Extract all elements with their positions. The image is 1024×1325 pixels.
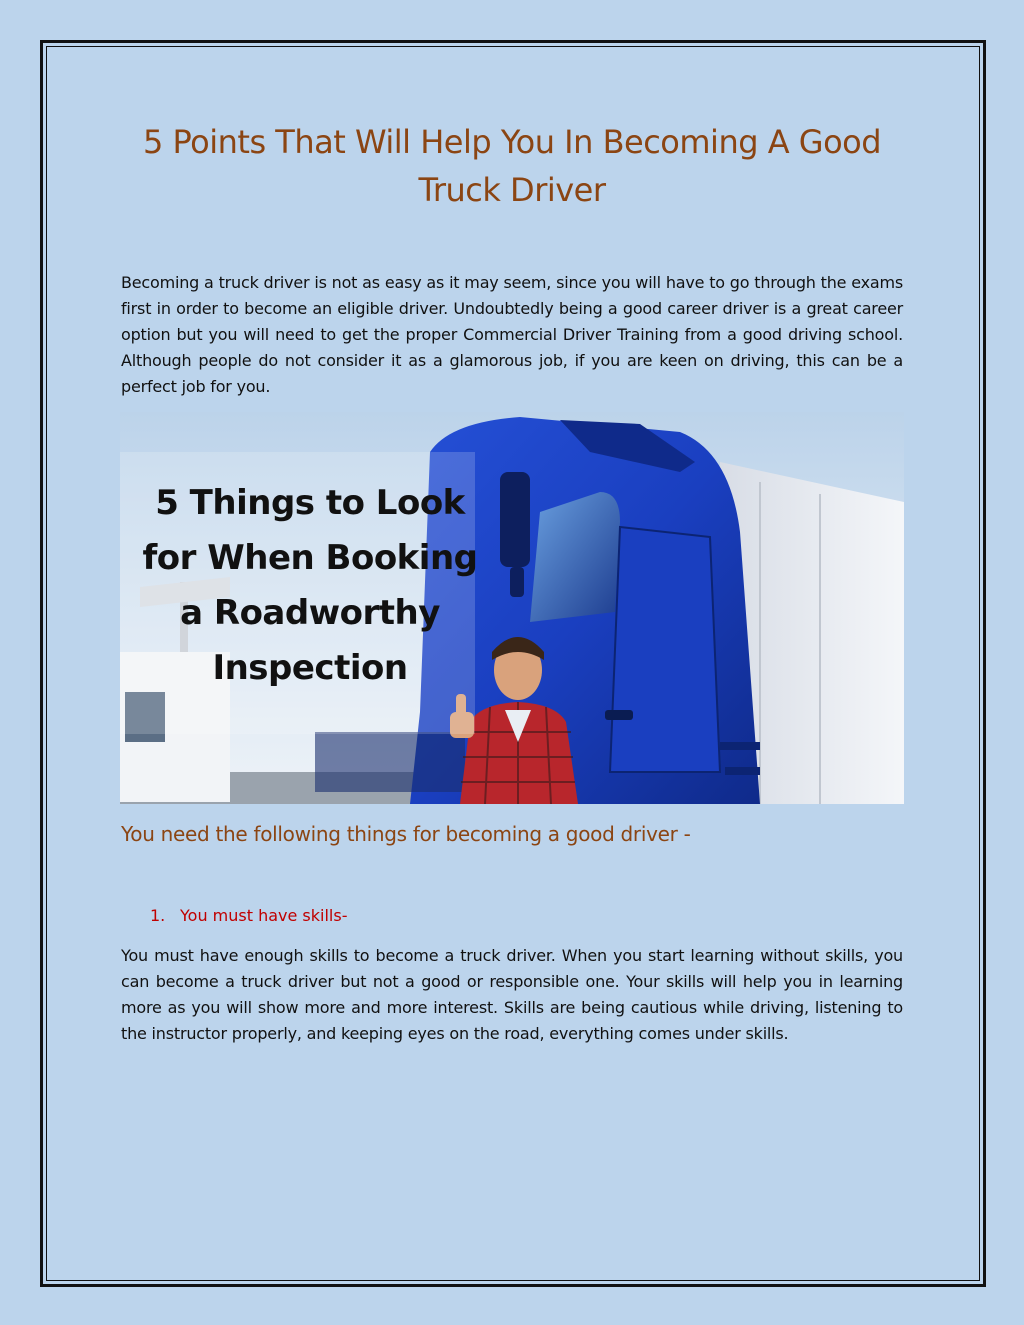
section-subheading: You need the following things for becoming a good driver - (121, 822, 691, 846)
list-item-skills-heading (150, 904, 347, 928)
hero-overlay-text: 5 Things to Look for When Booking a Roadworthy Inspection (142, 483, 478, 688)
skills-paragraph: You must have enough skills to become a truck driver. When you start learning without skills, you can become a truck driver but not a good or responsible one. Your skills will help you in learning more as you will show more and more interest. Skills are being cautious while driving, listening to the instructor properly, and keeping eyes on the road, everything comes under skills. (121, 946, 903, 1043)
intro-paragraph: Becoming a truck driver is not as easy as it may seem, since you will have to go through the exams first in order to become an eligible driver. Undoubtedly being a good career driver is a great career option but you will need to get the proper Commercial Driver Training from a good driving school. Although people do not consider it as a glamorous job, if you are keen on driving, this can be a perfect job for you. (121, 273, 903, 396)
list-number: 1. (150, 906, 166, 925)
document-title: 5 Points That Will Help You In Becoming A Good Truck Driver (142, 123, 882, 209)
list-label: You must have skills- (180, 906, 348, 925)
hero-image (120, 412, 904, 804)
